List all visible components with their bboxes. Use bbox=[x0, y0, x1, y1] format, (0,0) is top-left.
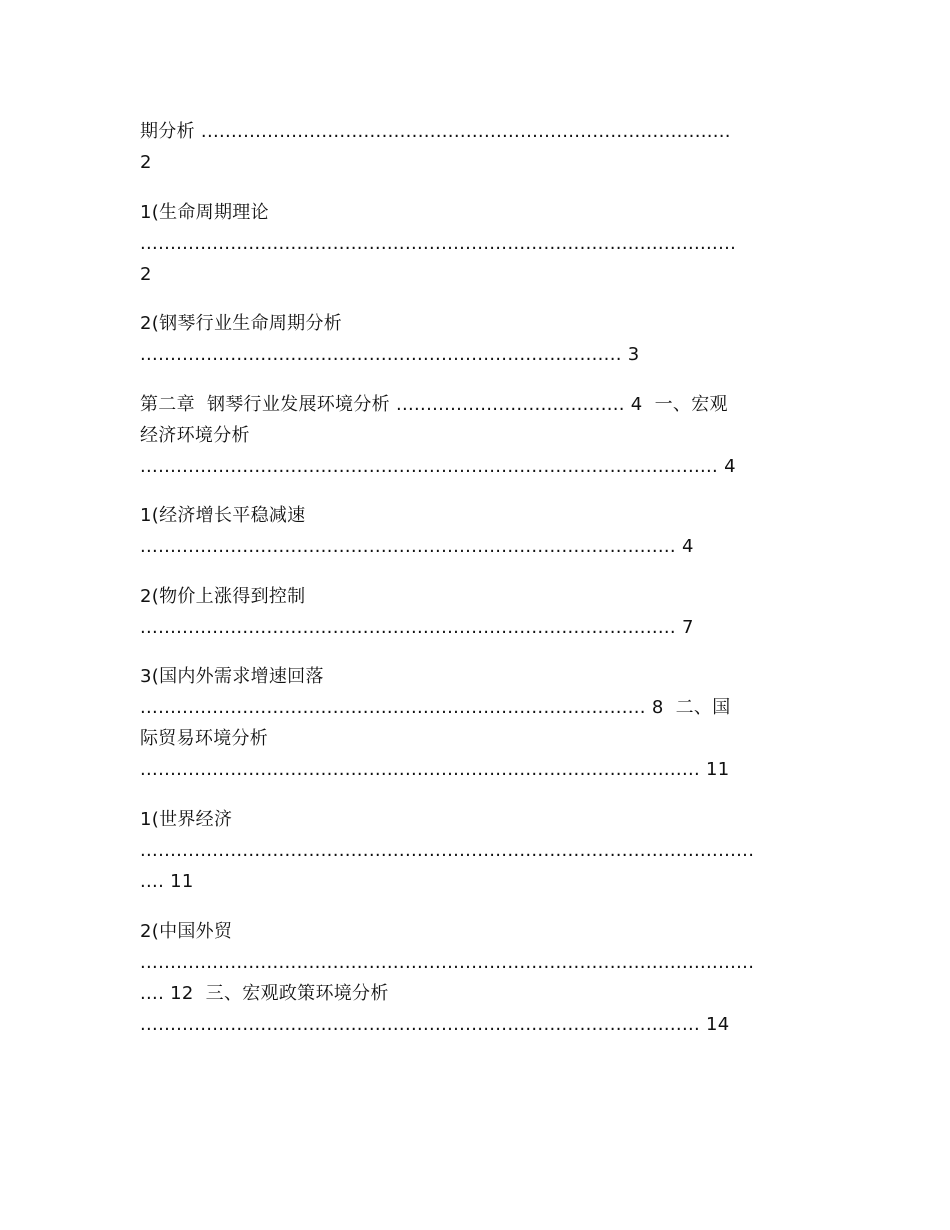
toc-entry: 际贸易环境分析 bbox=[140, 728, 269, 749]
toc-leader: .... 11 bbox=[140, 871, 194, 892]
toc-chapter-entry: 第二章 钢琴行业发展环境分析 ...................................... 4 一、宏观 bbox=[140, 394, 728, 415]
toc-line: 期分析 ........................................................................................ bbox=[140, 121, 731, 142]
toc-leader: ......................................................................................... 7 bbox=[140, 617, 694, 638]
toc-entry: 2(物价上涨得到控制 bbox=[140, 586, 306, 607]
toc-leader: ...................................................................................................... bbox=[140, 840, 755, 861]
toc-leader: ................................................................................................... bbox=[140, 233, 737, 254]
toc-entry: .... 12 三、宏观政策环境分析 bbox=[140, 983, 389, 1004]
toc-leader: ............................................................................................. 14 bbox=[140, 1014, 730, 1035]
toc-entry: 2(钢琴行业生命周期分析 bbox=[140, 313, 343, 334]
toc-entry: 1(世界经济 bbox=[140, 809, 233, 830]
toc-leader: ................................................................................................ 4 bbox=[140, 456, 736, 477]
toc-leader: ......................................................................................... 4 bbox=[140, 536, 694, 557]
toc-entry: 3(国内外需求增速回落 bbox=[140, 666, 324, 687]
toc-page-number: 2 bbox=[140, 152, 152, 173]
toc-leader: ...................................................................................................... bbox=[140, 952, 755, 973]
toc-leader: .................................................................................... 8 二、国 bbox=[140, 697, 731, 718]
toc-entry: 1(生命周期理论 bbox=[140, 202, 269, 223]
toc-entry: 2(中国外贸 bbox=[140, 921, 233, 942]
toc-page-number: 2 bbox=[140, 264, 152, 285]
toc-leader: ............................................................................................. 11 bbox=[140, 759, 730, 780]
toc-entry: 经济环境分析 bbox=[140, 425, 250, 446]
toc-entry: 1(经济增长平稳减速 bbox=[140, 505, 306, 526]
toc-leader: ................................................................................ 3 bbox=[140, 344, 640, 365]
